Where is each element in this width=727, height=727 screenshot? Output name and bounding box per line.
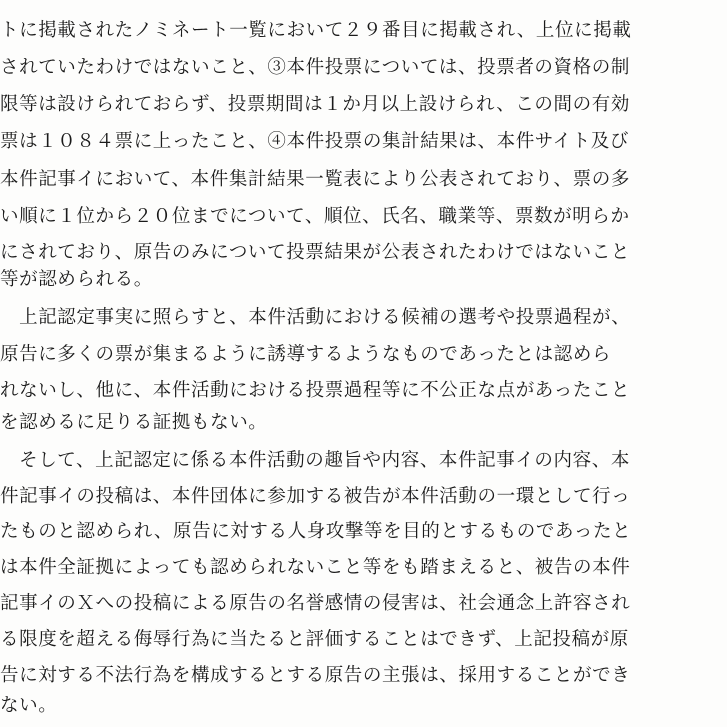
text-line-16: は本件全証拠によっても認められないこと等をも踏まえると、被告の本件 [0, 557, 631, 578]
text-line-7: にされており、原告のみについて投票結果が公表されたわけではないこと [0, 242, 630, 263]
text-line-1: トに掲載されたノミネート一覧において２９番目に掲載され、上位に掲載 [0, 20, 632, 41]
text-line-2: されていたわけではないこと、③本件投票については、投票者の資格の制 [0, 57, 630, 78]
text-line-11: れないし、他に、本件活動における投票過程等に不公正な点があったこと [0, 380, 631, 401]
text-line-18: る限度を超える侮辱行為に当たると評価することはできず、上記投稿が原 [0, 629, 629, 650]
text-line-4: 票は１０８４票に上ったこと、④本件投票の集計結果は、本件サイト及び [0, 131, 630, 152]
text-line-19: 告に対する不法行為を構成するとする原告の主張は、採用することができ [0, 665, 631, 686]
text-line-14: 件記事イの投稿は、本件団体に参加する被告が本件活動の一環として行っ [0, 486, 631, 507]
text-line-5: 本件記事イにおいて、本件集計結果一覧表により公表されており、票の多 [0, 169, 630, 190]
text-line-9: 上記認定事実に照らすと、本件活動における候補の選考や投票過程が、 [0, 307, 631, 328]
text-line-20: ない。 [0, 695, 58, 716]
text-line-17: 記事イのＸへの投稿による原告の名誉感情の侵害は、社会通念上許容され [0, 593, 631, 614]
text-line-12: を認めるに足りる証拠もない。 [0, 412, 268, 433]
text-line-15: たものと認められ、原告に対する人身攻撃等を目的とするものであったと [0, 521, 632, 542]
text-line-10: 原告に多くの票が集まるように誘導するようなものであったとは認めら [0, 344, 612, 365]
text-line-3: 限等は設けられておらず、投票期間は１か月以上設けられ、この間の有効 [0, 94, 630, 115]
text-line-6: い順に１位から２０位までについて、順位、氏名、職業等、票数が明らか [0, 206, 630, 227]
text-line-13: そして、上記認定に係る本件活動の趣旨や内容、本件記事イの内容、本 [0, 450, 630, 471]
text-line-8: 等が認められる。 [0, 269, 153, 290]
